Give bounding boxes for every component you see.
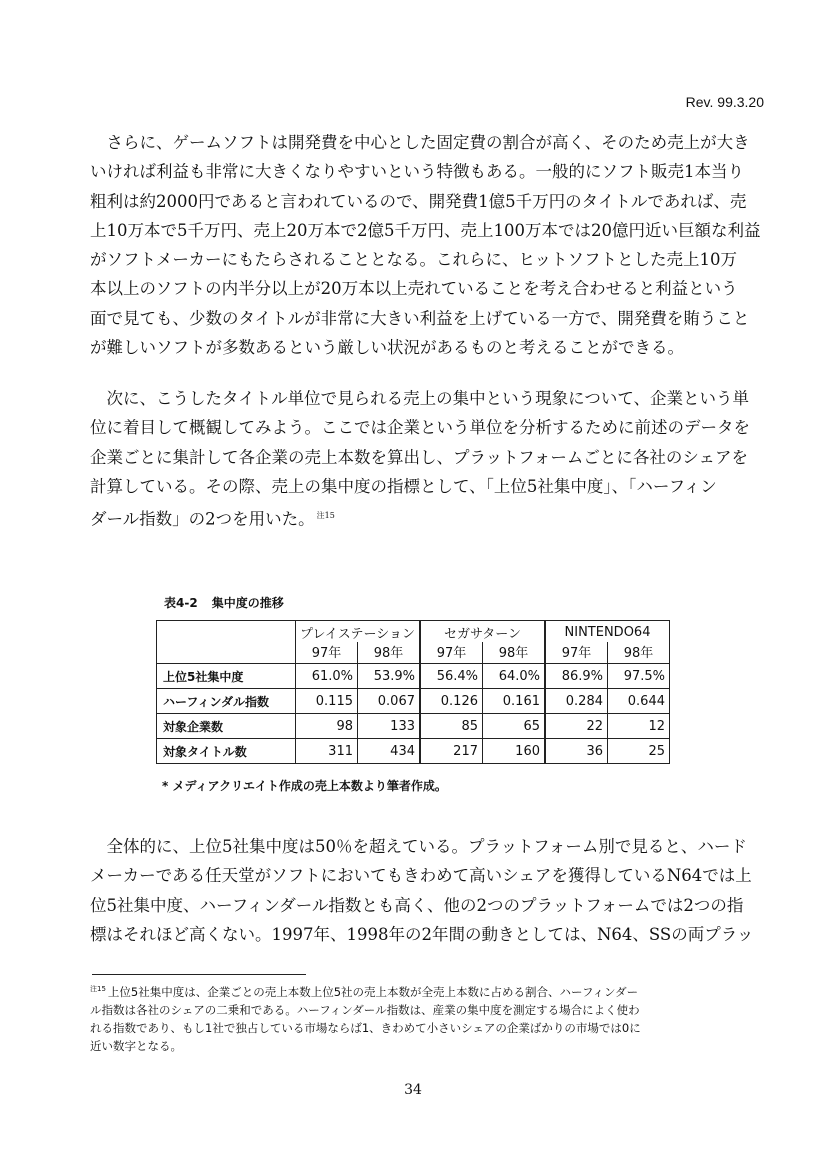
text-line: 位5社集中度、ハーフィンダール指数とも高く、他の2つのプラットフォームでは2つの指 — [90, 895, 744, 915]
table-cell: 98 — [296, 714, 358, 739]
footnote-reference[interactable]: 注15 — [316, 511, 335, 521]
text-line: メーカーである任天堂がソフトにおいてもきわめて高いシェアを獲得しているN64では上 — [90, 866, 752, 886]
table-cell: 160 — [483, 739, 546, 764]
table-source-note: * メディアクリエイト作成の売上本数より筆者作成。 — [162, 779, 447, 793]
text-line: 粗利は約2000円であると言われているので、開発費1億5千万円のタイトルであれば、売 — [90, 191, 747, 211]
table-cell: 0.644 — [608, 689, 670, 714]
table-cell: 434 — [358, 739, 421, 764]
text-line: 計算している。その際、売上の集中度の指標として、「上位5社集中度」、「ハーフィン — [90, 476, 717, 496]
year-header: 97年 — [420, 642, 483, 664]
text-line: 上10万本で5千万円、売上20万本で2億5千万円、売上100万本では20億円近い巨額な利益 — [90, 220, 761, 240]
table-cell: 85 — [420, 714, 483, 739]
table-cell: 0.115 — [296, 689, 358, 714]
table-cell: 53.9% — [358, 664, 421, 689]
row-label: ハーフィンダル指数 — [157, 689, 296, 714]
footnote-line: ル指数は各社のシェアの二乗和である。ハーフィンダール指数は、産業の集中度を測定する場合によく使わ — [90, 1002, 640, 1017]
footnote — [90, 980, 760, 1055]
page-number: 34 — [404, 1082, 422, 1098]
footnote-line-content: 上位5社集中度は、企業ごとの売上本数上位5社の売上本数が全売上本数に占める割合、ハーフィンダー — [107, 984, 639, 999]
revision-label: Rev. 99.3.20 — [685, 94, 764, 110]
table-row — [157, 739, 670, 764]
table-cell: 25 — [608, 739, 670, 764]
table-cell: 64.0% — [483, 664, 546, 689]
row-label: 上位5社集中度 — [157, 664, 296, 689]
table-cell: 217 — [420, 739, 483, 764]
footnote-line — [90, 980, 760, 1001]
text-line: がソフトメーカーにもたらされることとなる。これらに、ヒットソフトとした売上10万 — [90, 250, 738, 270]
text-line: 全体的に、上位5社集中度は50％を超えている。プラットフォーム別で見ると、ハード — [90, 837, 747, 856]
row-label: 対象タイトル数 — [157, 739, 296, 764]
table-cell: 22 — [545, 714, 608, 739]
table-header-platforms — [157, 621, 670, 643]
table-row — [157, 664, 670, 689]
table-corner-cell — [157, 621, 296, 664]
table-row — [157, 714, 670, 739]
table-cell: 311 — [296, 739, 358, 764]
paragraph-results — [90, 832, 756, 949]
table-title: 集中度の推移 — [211, 596, 284, 610]
text-line: 標はそれほど高くない。1997年、1998年の2年間の動きとしては、N64、SSの両プラッ — [90, 924, 754, 944]
paragraph-concentration-intro — [90, 384, 756, 530]
table-cell: 36 — [545, 739, 608, 764]
platform-header-playstation: プレイステーション — [296, 621, 421, 643]
table-caption — [164, 594, 284, 611]
table-cell: 0.161 — [483, 689, 546, 714]
year-header: 97年 — [545, 642, 608, 664]
text-line: さらに、ゲームソフトは開発費を中心とした固定費の割合が高く、そのため売上が大き — [90, 133, 750, 152]
paragraph-cost-structure — [90, 128, 761, 362]
footnote-line: 近い数字となる。 — [90, 1038, 182, 1053]
table-cell: 12 — [608, 714, 670, 739]
table-cell: 65 — [483, 714, 546, 739]
year-header: 98年 — [608, 642, 670, 664]
platform-header-saturn: セガサターン — [420, 621, 545, 643]
text-line: 位に着目して概観してみよう。ここでは企業という単位を分析するために前述のデータを — [90, 418, 750, 438]
table-cell: 0.067 — [358, 689, 421, 714]
year-header: 98年 — [483, 642, 546, 664]
table-cell: 86.9% — [545, 664, 608, 689]
table-cell: 56.4% — [420, 664, 483, 689]
table-cell: 133 — [358, 714, 421, 739]
table-cell: 97.5% — [608, 664, 670, 689]
text-line-content: ダール指数」の2つを用いた。 — [90, 509, 315, 529]
text-line: が難しいソフトが多数あるという厳しい状況があるものと考えることができる。 — [90, 338, 684, 358]
text-line: いければ利益も非常に大きくなりやすいという特徴もある。一般的にソフト販売1本当り — [90, 162, 744, 182]
text-line: 本以上のソフトの内半分以上が20万本以上売れていることを考え合わせると利益という — [90, 279, 738, 299]
text-line: 次に、こうしたタイトル単位で見られる売上の集中という現象について、企業という単 — [90, 389, 750, 408]
year-header: 98年 — [358, 642, 421, 664]
text-line — [90, 501, 756, 530]
concentration-table — [156, 620, 670, 764]
year-header: 97年 — [296, 642, 358, 664]
footnote-divider — [92, 974, 306, 975]
footnote-line: れる指数であり、もし1社で独占している市場ならば1、きわめて小さいシェアの企業ばかりの市場では0に — [90, 1020, 641, 1035]
text-line: 企業ごとに集計して各企業の売上本数を算出し、プラットフォームごとに各社のシェアを — [90, 447, 749, 467]
table-cell: 0.284 — [545, 689, 608, 714]
row-label: 対象企業数 — [157, 714, 296, 739]
table-number: 表4-2 — [164, 596, 198, 610]
platform-header-n64: NINTENDO64 — [545, 621, 670, 643]
table-cell: 0.126 — [420, 689, 483, 714]
table-cell: 61.0% — [296, 664, 358, 689]
table-row — [157, 689, 670, 714]
footnote-mark: 注15 — [90, 985, 106, 993]
text-line: 面で見ても、少数のタイトルが非常に大きい利益を上げている一方で、開発費を賄うこと — [90, 308, 750, 328]
